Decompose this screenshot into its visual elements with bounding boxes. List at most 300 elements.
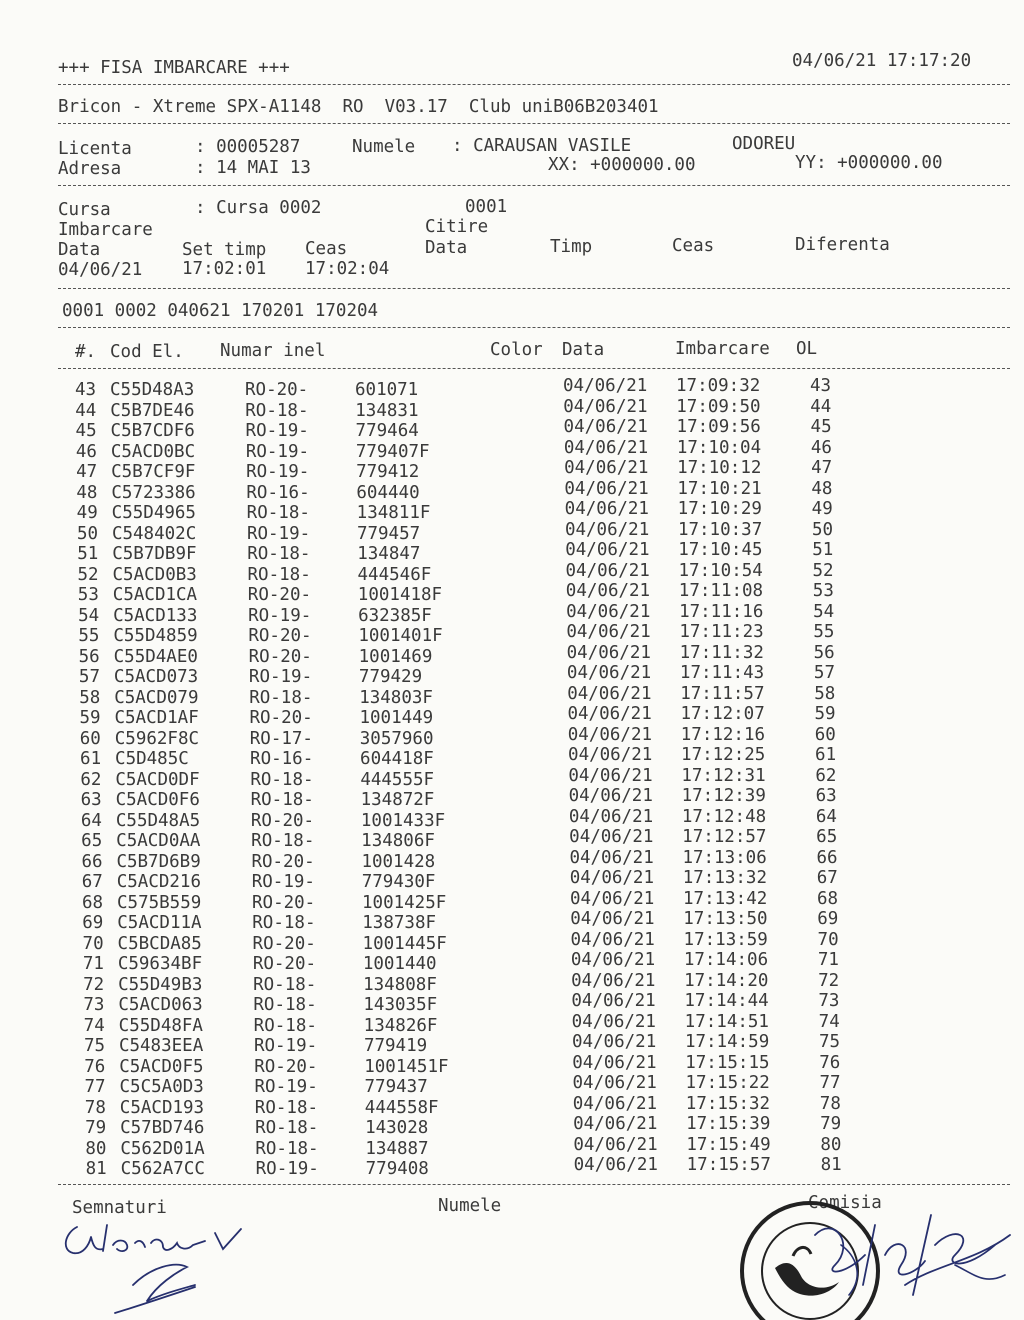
- row-number: 51: [77, 544, 99, 564]
- header-diferenta: Diferenta: [795, 235, 890, 255]
- arrival-date: 04/06/21: [567, 704, 652, 724]
- arrival-time: 17:11:57: [680, 683, 765, 704]
- ring-number: 143035F: [363, 995, 438, 1015]
- numele-label: Numele: [352, 137, 416, 157]
- ring-prefix: RO-19-: [248, 605, 312, 626]
- arrival-date: 04/06/21: [570, 950, 656, 970]
- ring-number: 1001440: [362, 954, 437, 974]
- ring-prefix: RO-18-: [254, 1097, 319, 1118]
- arrival-time: 17:09:56: [676, 417, 761, 437]
- arrival-date: 04/06/21: [566, 663, 652, 683]
- arrival-time: 17:12:39: [681, 786, 766, 806]
- arrival-time: 17:11:08: [678, 581, 764, 601]
- header-data: Data: [58, 240, 101, 260]
- arrival-date: 04/06/21: [563, 417, 648, 437]
- arrival-date: 04/06/21: [564, 478, 649, 499]
- cod-electronic: C5ACD11A: [117, 913, 202, 933]
- ol-value: 78: [819, 1093, 841, 1114]
- print-datetime: 04/06/21 17:17:20: [792, 51, 972, 71]
- cod-electronic: C55D48A5: [115, 810, 201, 831]
- ring-number: 779408: [365, 1159, 429, 1179]
- arrival-time: 17:14:06: [683, 950, 769, 970]
- cod-electronic: C55D48A3: [110, 380, 195, 400]
- col-num: #.: [75, 342, 97, 362]
- arrival-date: 04/06/21: [568, 806, 654, 827]
- ol-value: 56: [813, 642, 835, 663]
- adresa-value: : 14 MAI 13: [195, 158, 311, 178]
- ring-number: 134872F: [360, 790, 435, 810]
- ring-prefix: RO-19-: [248, 667, 313, 687]
- cod-electronic: C5ACD0AA: [116, 831, 201, 851]
- divider: [58, 327, 1010, 328]
- arrival-date: 04/06/21: [573, 1155, 658, 1175]
- ring-prefix: RO-20-: [252, 892, 316, 913]
- committee-signatures: [805, 1205, 1015, 1315]
- arrival-time: 17:10:54: [678, 560, 763, 581]
- arrival-date: 04/06/21: [569, 827, 654, 847]
- arrival-date: 04/06/21: [570, 888, 655, 909]
- row-number: 78: [84, 1097, 106, 1118]
- ring-number: 444555F: [360, 769, 435, 790]
- ol-value: 69: [817, 909, 839, 929]
- ol-value: 57: [813, 663, 835, 683]
- ring-number: 1001469: [358, 646, 433, 667]
- row-number: 76: [84, 1056, 106, 1077]
- ring-prefix: RO-18-: [255, 1118, 319, 1138]
- col-cod-el: Cod El.: [110, 342, 184, 362]
- numele-value: : CARAUSAN VASILE: [452, 136, 632, 156]
- cod-electronic: C5723386: [111, 482, 196, 503]
- row-number: 62: [80, 769, 102, 790]
- ol-value: 46: [810, 437, 832, 458]
- ring-prefix: RO-20-: [248, 646, 312, 667]
- header-set-timp: Set timp: [182, 240, 267, 260]
- col-imbarcare: Imbarcare: [675, 339, 770, 359]
- ring-number: 779412: [356, 462, 420, 482]
- cod-electronic: C55D48FA: [118, 1015, 203, 1036]
- ol-value: 79: [820, 1114, 842, 1134]
- header-citire-ceas: Ceas: [672, 236, 715, 256]
- ring-number: 1001401F: [358, 626, 443, 646]
- ol-value: 71: [817, 950, 839, 970]
- row-number: 72: [83, 974, 105, 995]
- ring-prefix: RO-18-: [246, 503, 310, 523]
- arrival-date: 04/06/21: [568, 765, 653, 786]
- ring-number: 1001451F: [364, 1056, 449, 1077]
- header-timp: Timp: [550, 237, 593, 257]
- arrival-time: 17:14:20: [684, 970, 769, 991]
- ring-prefix: RO-20-: [252, 954, 317, 974]
- row-number: 49: [76, 503, 98, 523]
- ring-prefix: RO-17-: [249, 728, 313, 749]
- arrival-time: 17:12:07: [680, 704, 765, 724]
- cod-electronic: C5ACD1CA: [112, 585, 198, 605]
- ring-prefix: RO-18-: [245, 400, 309, 421]
- handwritten-signature: [55, 1215, 285, 1320]
- licenta-label: Licenta: [58, 139, 132, 159]
- arrival-date: 04/06/21: [572, 1052, 657, 1073]
- arrival-time: 17:12:31: [681, 765, 766, 786]
- arrival-time: 17:13:06: [682, 847, 767, 868]
- xx-coordinate: XX: +000000.00: [548, 155, 696, 175]
- imbarcare-label: Imbarcare: [58, 220, 153, 240]
- ol-value: 54: [813, 601, 835, 622]
- ring-prefix: RO-20-: [245, 380, 309, 400]
- arrival-date: 04/06/21: [570, 909, 655, 929]
- row-number: 59: [79, 708, 101, 728]
- ring-prefix: RO-18-: [255, 1138, 319, 1159]
- cod-electronic: C5B7DB9F: [112, 544, 197, 564]
- cursa-label: Cursa: [58, 200, 111, 220]
- arrival-time: 17:10:37: [677, 519, 763, 540]
- ol-value: 51: [812, 540, 834, 560]
- cod-electronic: C5ACD063: [118, 995, 203, 1015]
- licenta-value: : 00005287: [195, 137, 301, 157]
- arrival-time: 17:11:43: [679, 663, 765, 683]
- ring-number: 1001433F: [360, 810, 446, 831]
- cursa-number: 0001: [465, 197, 508, 217]
- citire-label: Citire: [425, 217, 489, 237]
- ol-value: 76: [819, 1052, 841, 1073]
- ol-value: 58: [814, 683, 836, 704]
- cod-electronic: C5BCDA85: [117, 933, 202, 954]
- ol-value: 67: [816, 868, 838, 888]
- ring-number: 604418F: [360, 749, 434, 769]
- row-number: 65: [81, 831, 103, 851]
- arrival-date: 04/06/21: [565, 560, 650, 581]
- arrival-time: 17:15:49: [686, 1134, 771, 1155]
- ol-value: 50: [811, 519, 834, 540]
- row-number: 68: [82, 892, 104, 913]
- ol-value: 70: [817, 929, 839, 950]
- ring-number: 134806F: [361, 831, 435, 851]
- ring-number: 1001449: [359, 708, 434, 728]
- ring-number: 632385F: [358, 605, 432, 626]
- arrival-date: 04/06/21: [564, 499, 649, 519]
- row-number: 48: [76, 482, 98, 503]
- ring-prefix: RO-20-: [249, 708, 313, 728]
- ring-number: 444546F: [357, 564, 432, 585]
- row-number: 77: [84, 1077, 106, 1097]
- cod-electronic: C5ACD133: [113, 605, 198, 626]
- ring-prefix: RO-18-: [251, 831, 315, 851]
- document-title: +++ FISA IMBARCARE +++: [58, 58, 290, 78]
- cod-electronic: C55D4859: [113, 626, 198, 646]
- ring-number: 134808F: [363, 974, 437, 995]
- ol-value: 81: [820, 1155, 842, 1175]
- row-number: 73: [83, 995, 105, 1015]
- ring-number: 444558F: [364, 1097, 439, 1118]
- arrival-time: 17:13:59: [683, 929, 768, 950]
- arrival-time: 17:13:32: [682, 868, 768, 888]
- comisia-label: Comisia: [808, 1193, 882, 1213]
- row-number: 75: [83, 1036, 106, 1056]
- ol-value: 72: [818, 970, 840, 991]
- arrival-time: 17:12:48: [681, 806, 767, 827]
- row-number: 79: [85, 1118, 107, 1138]
- arrival-time: 17:12:57: [682, 827, 767, 847]
- yy-coordinate: YY: +000000.00: [795, 153, 943, 173]
- arrival-time: 17:15:39: [686, 1114, 771, 1134]
- row-number: 56: [78, 646, 100, 667]
- ol-value: 43: [810, 376, 832, 396]
- arrival-date: 04/06/21: [564, 458, 649, 478]
- ring-prefix: RO-16-: [246, 482, 310, 503]
- ring-prefix: RO-18-: [250, 790, 314, 810]
- row-number: 67: [81, 872, 103, 892]
- ol-value: 49: [811, 499, 833, 519]
- arrival-time: 17:11:16: [679, 601, 764, 622]
- header-citire-data: Data: [425, 238, 468, 258]
- ol-value: 45: [810, 417, 832, 437]
- cod-electronic: C562A7CC: [120, 1159, 205, 1179]
- ring-prefix: RO-18-: [252, 913, 316, 933]
- cod-electronic: C5ACD193: [119, 1097, 205, 1118]
- arrival-time: 17:14:59: [684, 1032, 770, 1052]
- ring-number: 138738F: [362, 913, 437, 933]
- cod-electronic: C5B7CF9F: [111, 462, 196, 482]
- ol-value: 68: [817, 888, 839, 909]
- row-number: 69: [82, 913, 104, 933]
- arrival-time: 17:15:57: [686, 1155, 771, 1175]
- ring-number: 143028: [365, 1118, 429, 1138]
- arrival-time: 17:10:29: [677, 499, 762, 519]
- ring-number: 1001418F: [357, 585, 443, 605]
- arrival-time: 17:14:51: [684, 1011, 769, 1032]
- arrival-time: 17:09:32: [676, 376, 761, 396]
- row-number: 63: [80, 790, 102, 810]
- ring-prefix: RO-20-: [250, 810, 315, 831]
- divider: [58, 84, 1010, 85]
- ring-prefix: RO-20-: [254, 1056, 318, 1077]
- ring-number: 134803F: [359, 687, 433, 708]
- arrival-date: 04/06/21: [565, 581, 651, 601]
- cod-electronic: C5B7DE46: [110, 400, 195, 421]
- col-color: Color: [490, 340, 543, 360]
- ol-value: 44: [810, 396, 832, 417]
- ol-value: 66: [816, 847, 838, 868]
- ol-value: 63: [815, 786, 837, 806]
- arrival-date: 04/06/21: [568, 745, 653, 765]
- arrival-date: 04/06/21: [569, 868, 655, 888]
- cod-electronic: C5C5A0D3: [119, 1077, 204, 1097]
- value-set-timp: 17:02:01: [182, 259, 267, 279]
- row-number: 47: [76, 462, 98, 482]
- arrival-date: 04/06/21: [566, 642, 651, 663]
- arrival-time: 17:11:32: [679, 642, 764, 663]
- row-number: 53: [77, 585, 99, 605]
- cod-electronic: C5ACD079: [114, 687, 199, 708]
- header-ceas: Ceas: [305, 239, 348, 259]
- ring-number: 779407F: [355, 441, 430, 462]
- arrival-date: 04/06/21: [573, 1114, 658, 1134]
- cod-electronic: C59634BF: [117, 954, 203, 974]
- ring-prefix: RO-18-: [253, 995, 317, 1015]
- cod-electronic: C55D49B3: [118, 974, 203, 995]
- cod-electronic: C55D4AE0: [113, 646, 198, 667]
- ring-prefix: RO-20-: [251, 851, 315, 872]
- row-number: 50: [76, 523, 99, 544]
- ring-prefix: RO-19-: [245, 421, 309, 441]
- row-number: 64: [80, 810, 102, 831]
- value-ceas: 17:02:04: [305, 259, 390, 279]
- ring-prefix: RO-19-: [246, 462, 310, 482]
- arrival-date: 04/06/21: [565, 540, 650, 560]
- arrival-date: 04/06/21: [569, 847, 654, 868]
- arrival-date: 04/06/21: [571, 991, 656, 1011]
- cod-electronic: C5B7CDF6: [110, 421, 195, 441]
- ring-number: 601071: [355, 380, 419, 400]
- divider: [58, 185, 1010, 186]
- row-number: 45: [75, 421, 97, 441]
- arrival-date: 04/06/21: [567, 724, 653, 745]
- ring-prefix: RO-19-: [253, 1036, 318, 1056]
- cod-electronic: C5ACD0DF: [115, 769, 200, 790]
- ol-value: 74: [818, 1011, 840, 1032]
- cod-electronic: C5ACD073: [113, 667, 199, 687]
- ring-prefix: RO-19-: [254, 1077, 318, 1097]
- arrival-date: 04/06/21: [564, 519, 650, 540]
- col-ol: OL: [796, 339, 818, 359]
- arrival-time: 17:10:45: [678, 540, 763, 560]
- row-number: 43: [75, 380, 97, 400]
- row-number: 46: [75, 441, 97, 462]
- row-number: 61: [80, 749, 102, 769]
- cursa-value: : Cursa 0002: [195, 198, 322, 218]
- ring-prefix: RO-18-: [247, 544, 311, 564]
- arrival-time: 17:15:32: [685, 1093, 771, 1114]
- ol-value: 53: [812, 581, 834, 601]
- arrival-time: 17:12:16: [680, 724, 766, 745]
- arrival-date: 04/06/21: [567, 683, 652, 704]
- ol-value: 59: [814, 704, 836, 724]
- row-number: 60: [79, 728, 101, 749]
- row-number: 44: [75, 400, 97, 421]
- device-line: Bricon - Xtreme SPX-A1148 RO V03.17 Club uniB06B203401: [58, 97, 659, 117]
- ring-prefix: RO-18-: [249, 687, 313, 708]
- arrival-time: 17:11:23: [679, 622, 764, 642]
- arrival-time: 17:13:50: [683, 909, 768, 929]
- ring-prefix: RO-18-: [253, 1015, 317, 1036]
- arrival-time: 17:15:15: [685, 1052, 770, 1073]
- cod-electronic: C57BD746: [120, 1118, 205, 1138]
- ring-number: 779419: [363, 1036, 428, 1056]
- divider: [58, 123, 1010, 124]
- cod-electronic: C575B559: [117, 892, 202, 913]
- cod-electronic: C5D485C: [115, 749, 189, 769]
- arrival-time: 17:10:12: [677, 458, 762, 478]
- ol-value: 64: [815, 806, 837, 827]
- ring-number: 779457: [356, 523, 421, 544]
- ring-number: 779429: [358, 667, 423, 687]
- arrival-date: 04/06/21: [568, 786, 653, 806]
- arrival-date: 04/06/21: [572, 1073, 657, 1093]
- arrival-date: 04/06/21: [571, 970, 656, 991]
- row-number: 55: [78, 626, 100, 646]
- arrival-time: 17:10:21: [677, 478, 762, 499]
- arrival-date: 04/06/21: [563, 396, 648, 417]
- divider: [58, 1184, 1010, 1185]
- cod-electronic: C5ACD0BC: [110, 441, 196, 462]
- arrival-date: 04/06/21: [563, 376, 648, 396]
- ring-prefix: RO-20-: [247, 585, 312, 605]
- ol-value: 61: [815, 745, 837, 765]
- row-number: 57: [78, 667, 100, 687]
- ring-number: 134826F: [363, 1015, 438, 1036]
- cod-electronic: C5ACD1AF: [114, 708, 199, 728]
- ol-value: 55: [813, 622, 835, 642]
- cod-electronic: C5483EEA: [118, 1036, 204, 1056]
- ring-prefix: RO-19-: [255, 1159, 319, 1179]
- ring-number: 3057960: [359, 728, 434, 749]
- locality: ODOREU: [732, 134, 796, 154]
- row-number: 54: [78, 605, 100, 626]
- cod-electronic: C5ACD216: [116, 872, 202, 892]
- cod-electronic: C562D01A: [120, 1138, 205, 1159]
- ring-number: 779464: [355, 421, 419, 441]
- cod-electronic: C5962F8C: [114, 728, 200, 749]
- arrival-time: 17:10:04: [676, 437, 762, 458]
- row-number: 52: [77, 564, 99, 585]
- arrival-date: 04/06/21: [573, 1134, 658, 1155]
- numele-footer-label: Numele: [438, 1196, 502, 1216]
- ring-number: 134831: [355, 400, 419, 421]
- row-number: 81: [85, 1159, 107, 1179]
- ol-value: 52: [812, 560, 834, 581]
- ring-number: 779437: [364, 1077, 428, 1097]
- ring-number: 134847: [357, 544, 421, 564]
- ol-value: 47: [811, 458, 833, 478]
- ol-value: 60: [814, 724, 836, 745]
- ring-prefix: RO-20-: [252, 933, 316, 954]
- ring-prefix: RO-18-: [253, 974, 317, 995]
- cod-electronic: C5ACD0F5: [119, 1056, 204, 1077]
- arrival-date: 04/06/21: [570, 929, 655, 950]
- arrival-date: 04/06/21: [566, 622, 651, 642]
- ring-prefix: RO-19-: [245, 441, 310, 462]
- row-number: 80: [85, 1138, 107, 1159]
- row-number: 70: [82, 933, 104, 954]
- cod-electronic: C5ACD0F6: [115, 790, 200, 810]
- ring-prefix: RO-19-: [251, 872, 315, 892]
- ol-value: 62: [815, 765, 837, 786]
- ol-value: 80: [820, 1134, 842, 1155]
- ol-value: 48: [811, 478, 833, 499]
- cod-electronic: C5ACD0B3: [112, 564, 197, 585]
- arrival-time: 17:15:22: [685, 1073, 770, 1093]
- ring-number: 1001445F: [362, 933, 447, 954]
- ring-number: 134887: [365, 1138, 429, 1159]
- ring-number: 604440: [356, 482, 420, 503]
- ring-number: 779430F: [361, 872, 436, 892]
- cod-electronic: C548402C: [111, 523, 197, 544]
- col-numar-inel: Numar inel: [220, 341, 326, 361]
- ol-value: 75: [818, 1032, 841, 1052]
- ring-prefix: RO-20-: [248, 626, 312, 646]
- ring-prefix: RO-18-: [247, 564, 311, 585]
- arrival-time: 17:13:42: [683, 888, 768, 909]
- ring-prefix: RO-18-: [250, 769, 314, 790]
- row-number: 66: [81, 851, 103, 872]
- arrival-date: 04/06/21: [566, 601, 651, 622]
- ring-prefix: RO-19-: [246, 523, 311, 544]
- divider: [58, 368, 1010, 369]
- cod-electronic: C5B7D6B9: [116, 851, 201, 872]
- ol-value: 77: [819, 1073, 841, 1093]
- value-data: 04/06/21: [58, 260, 143, 280]
- ring-prefix: RO-16-: [250, 749, 314, 769]
- arrival-date: 04/06/21: [572, 1093, 658, 1114]
